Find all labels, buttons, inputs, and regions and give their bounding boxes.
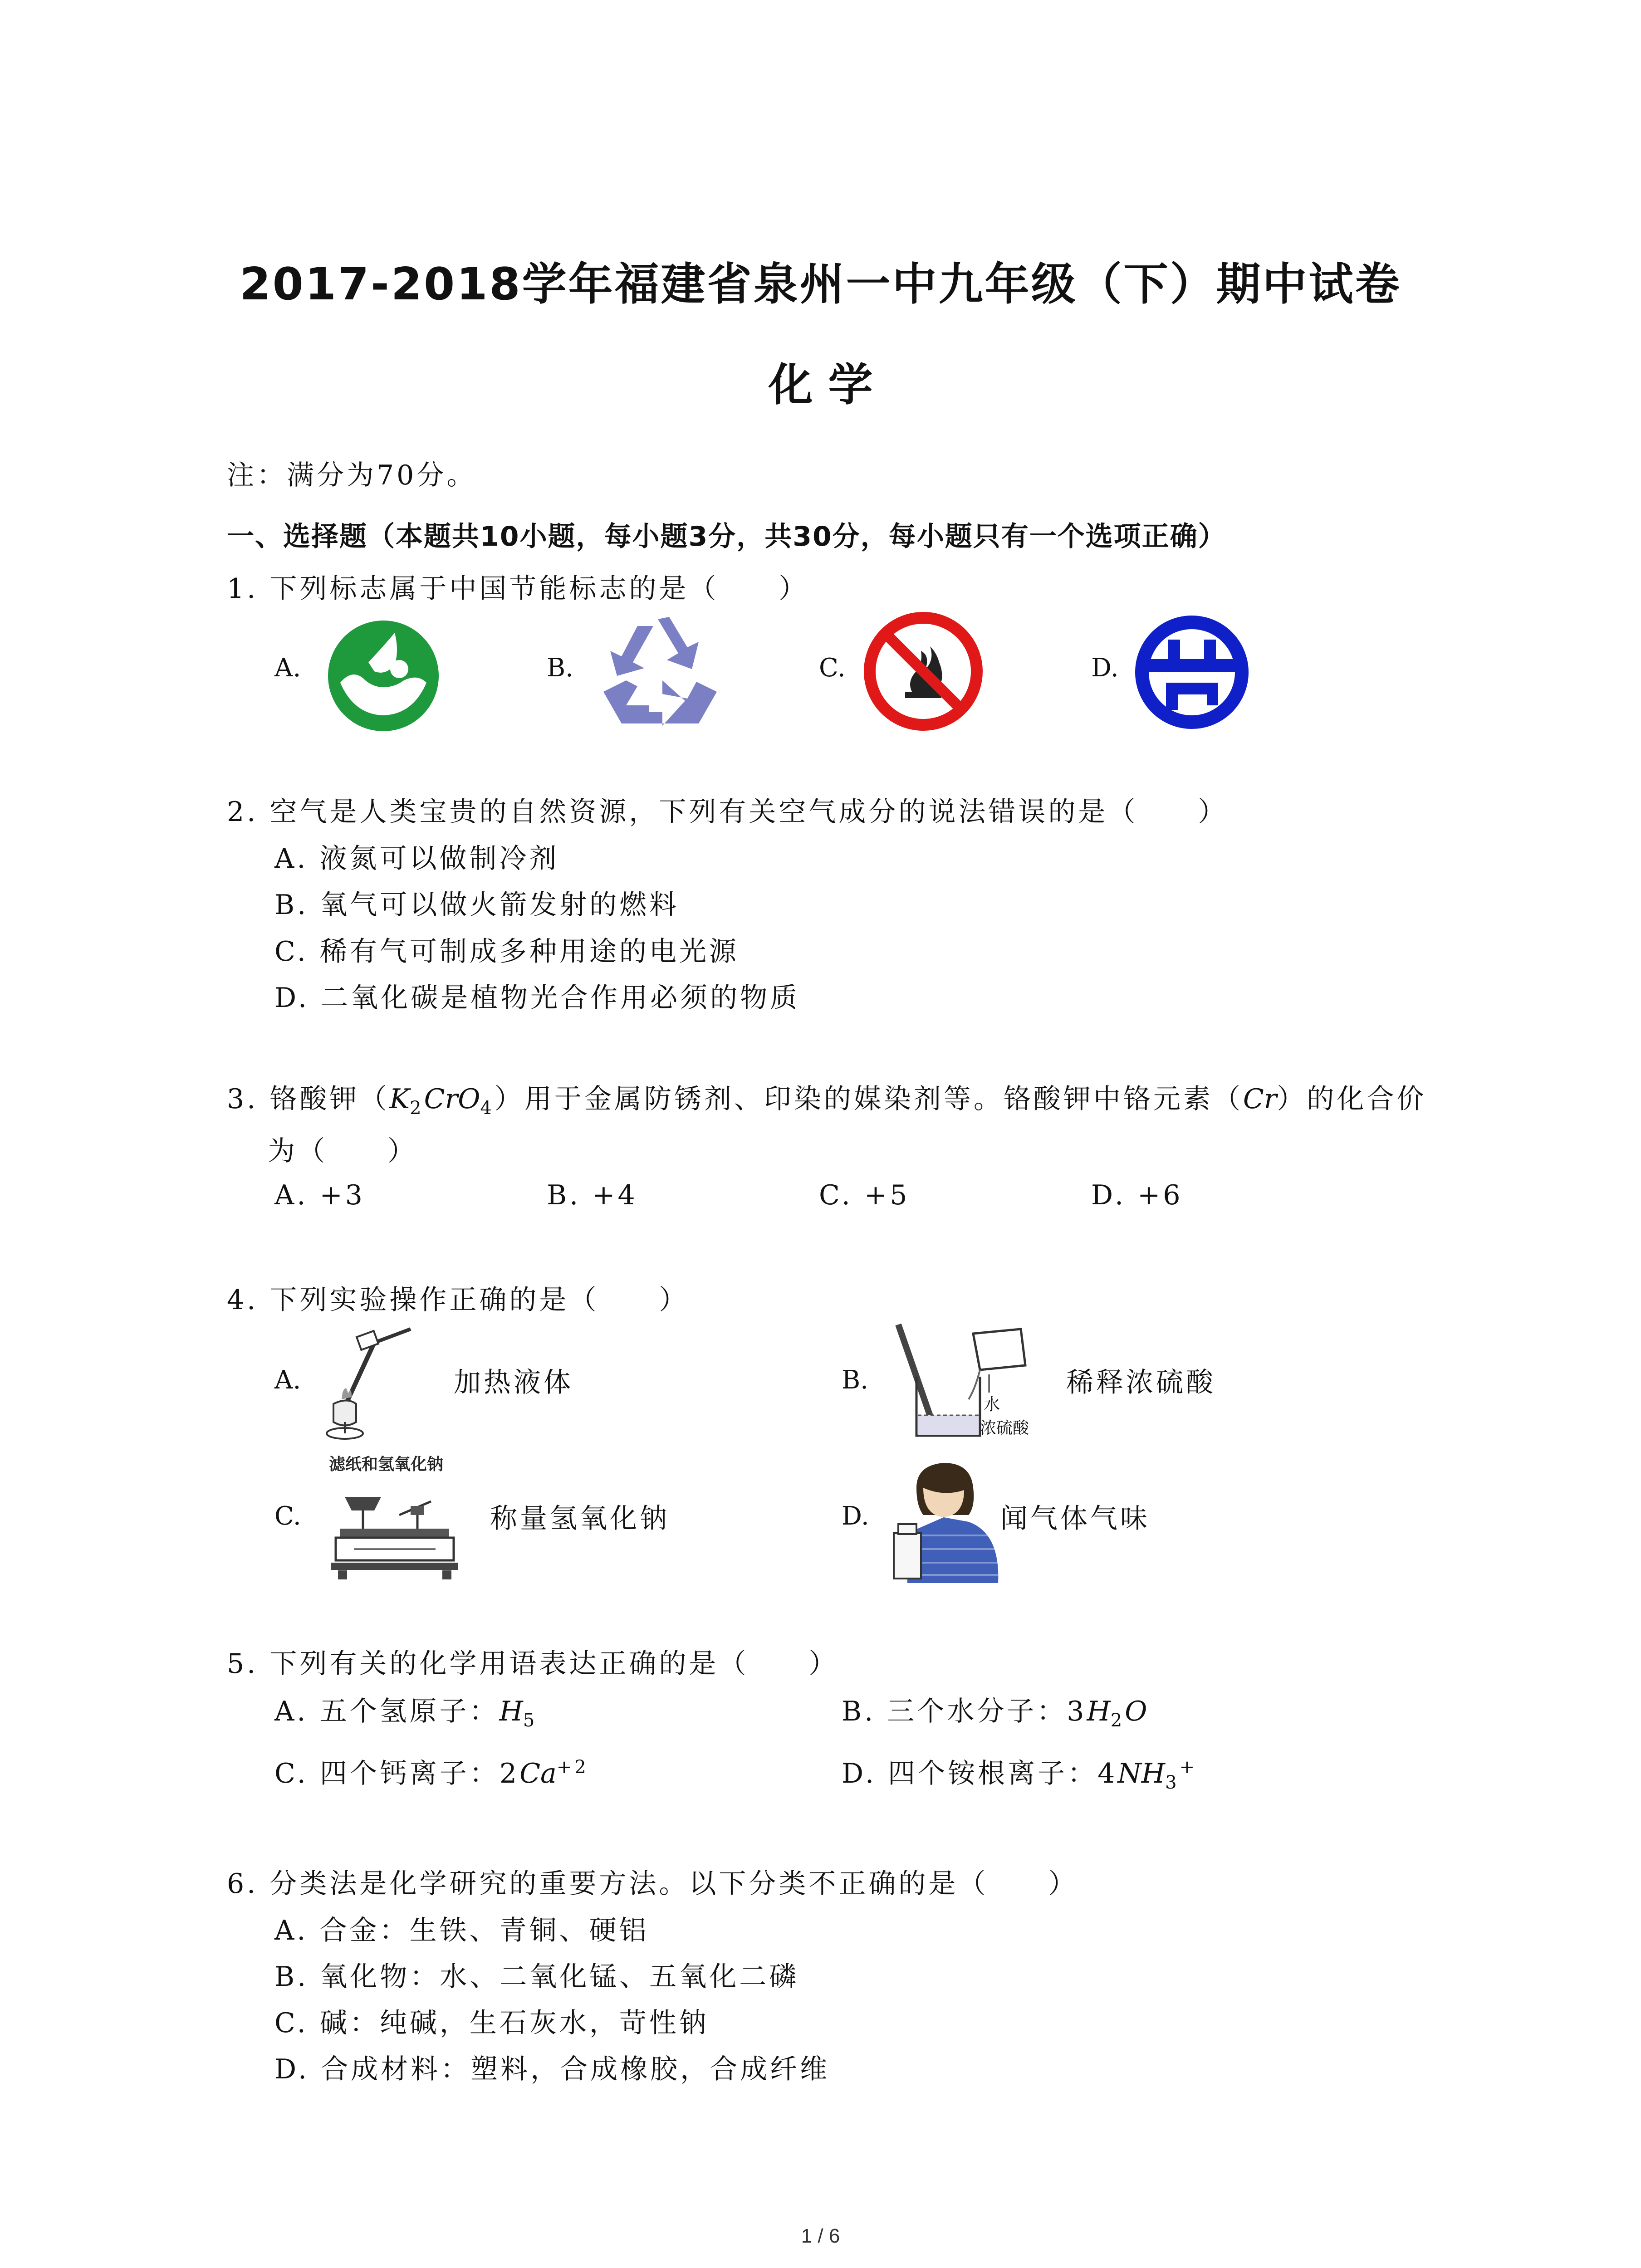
q5-stem: 5. 下列有关的化学用语表达正确的是（ ） [227,1648,839,1680]
q5-d-sub: 3 [1165,1772,1180,1793]
heating-liquid-figure [320,1325,447,1447]
q4-caption-a: 加热液体 [454,1367,573,1398]
q2-option-c: C. 稀有气可制成多种用途的电光源 [274,936,739,968]
page-title: 2017-2018学年福建省泉州一中九年级（下）期中试卷 [240,259,1401,310]
q3-stem [227,1077,1426,1119]
q2-option-b: B. 氧气可以做火箭发射的燃料 [274,889,680,921]
water-label: 水 [984,1395,1000,1414]
water-saving-logo-icon [327,619,440,733]
q5-b-sub: 2 [1110,1710,1125,1731]
q4-label-b: B. [842,1365,868,1395]
q1-stem: 1. 下列标志属于中国节能标志的是（ ） [227,573,809,605]
q5-d-formula: NH [1117,1758,1166,1789]
paper-label: 滤纸和氢氧化钠 [329,1455,444,1474]
smelling-gas-figure [889,1456,1007,1583]
q1-label-c: C. [819,653,846,683]
q1-label-b: B. [547,653,573,683]
q6-option-b: B. 氧化物：水、二氧化锰、五氧化二磷 [274,1961,799,1993]
q5-b-f2: O [1125,1696,1147,1727]
q2-stem: 2. 空气是人类宝贵的自然资源，下列有关空气成分的说法错误的是（ ） [227,796,1228,828]
q4-caption-c: 称量氢氧化钠 [490,1503,670,1535]
q6-option-d: D. 合成材料：塑料，合成橡胶，合成纤维 [274,2053,830,2085]
q3-formula-cro: CrO [424,1083,480,1115]
q4-label-d: D. [842,1501,869,1531]
q3-formula-k-sub: 2 [410,1098,424,1119]
q3-option-c: C. +5 [819,1179,910,1211]
page-number: 1 / 6 [801,2225,840,2247]
q5-a-sub: 5 [523,1710,538,1731]
q1-label-a: A. [274,653,301,683]
q5-b-f1: H [1087,1696,1111,1727]
recycle-logo-icon [594,615,721,733]
energy-saving-logo-icon [1134,615,1250,730]
q6-option-c: C. 碱：纯碱，生石灰水，苛性钠 [274,2007,709,2039]
q5-option-c [274,1752,589,1791]
q4-label-c: C. [274,1501,301,1531]
weighing-naoh-figure [327,1452,472,1588]
diluting-acid-figure [889,1320,1053,1452]
q4-label-a: A. [274,1365,301,1395]
score-note: 注：满分为70分。 [227,459,477,491]
q3-formula-k: K [389,1083,410,1115]
q5-c-formula: Ca [519,1758,557,1789]
q2-option-d: D. 二氧化碳是植物光合作用必须的物质 [274,982,800,1014]
q5-b-text: B. 三个水分子：3 [842,1696,1087,1727]
q3-option-b: B. +4 [547,1179,638,1211]
q2-option-a: A. 液氮可以做制冷剂 [274,843,559,875]
subject-title: 化 学 [768,359,873,411]
q5-a-formula: H [499,1696,523,1727]
q5-option-d [842,1752,1197,1793]
q5-c-text: C. 四个钙离子：2 [274,1758,520,1789]
section-heading: 一、选择题（本题共10小题，每小题3分，共30分，每小题只有一个选项正确） [227,521,1226,552]
q3-option-a: A. +3 [274,1179,365,1211]
q3-formula-o-sub: 4 [480,1098,495,1119]
q3-stem-pre: 3. 铬酸钾（ [227,1083,390,1115]
q4-caption-b: 稀释浓硫酸 [1066,1367,1216,1398]
q1-label-d: D. [1091,653,1119,683]
q3-stem-mid: ）用于金属防锈剂、印染的媒染剂等。铬酸钾中铬元素（ [494,1083,1243,1115]
no-fire-logo-icon [862,610,985,733]
acid-label: 浓硫酸 [980,1419,1029,1437]
q3-stem-post: ）的化合价 [1277,1083,1427,1115]
q4-caption-d: 闻气体气味 [1000,1503,1150,1535]
q5-d-sup: + [1179,1757,1198,1778]
q6-option-a: A. 合金：生铁、青铜、硬铝 [274,1915,649,1946]
q5-option-b [842,1690,1147,1731]
q4-stem: 4. 下列实验操作正确的是（ ） [227,1284,689,1316]
q3-stem-line2: 为（ ） [268,1135,417,1167]
q5-c-sup: +2 [556,1757,589,1778]
q5-a-text: A. 五个氢原子： [274,1696,500,1727]
q5-option-a [274,1690,537,1731]
q3-option-d: D. +6 [1091,1179,1183,1211]
q3-cr: Cr [1243,1083,1277,1115]
q6-stem: 6. 分类法是化学研究的重要方法。以下分类不正确的是（ ） [227,1868,1078,1900]
q5-d-text: D. 四个铵根离子：4 [842,1758,1118,1789]
